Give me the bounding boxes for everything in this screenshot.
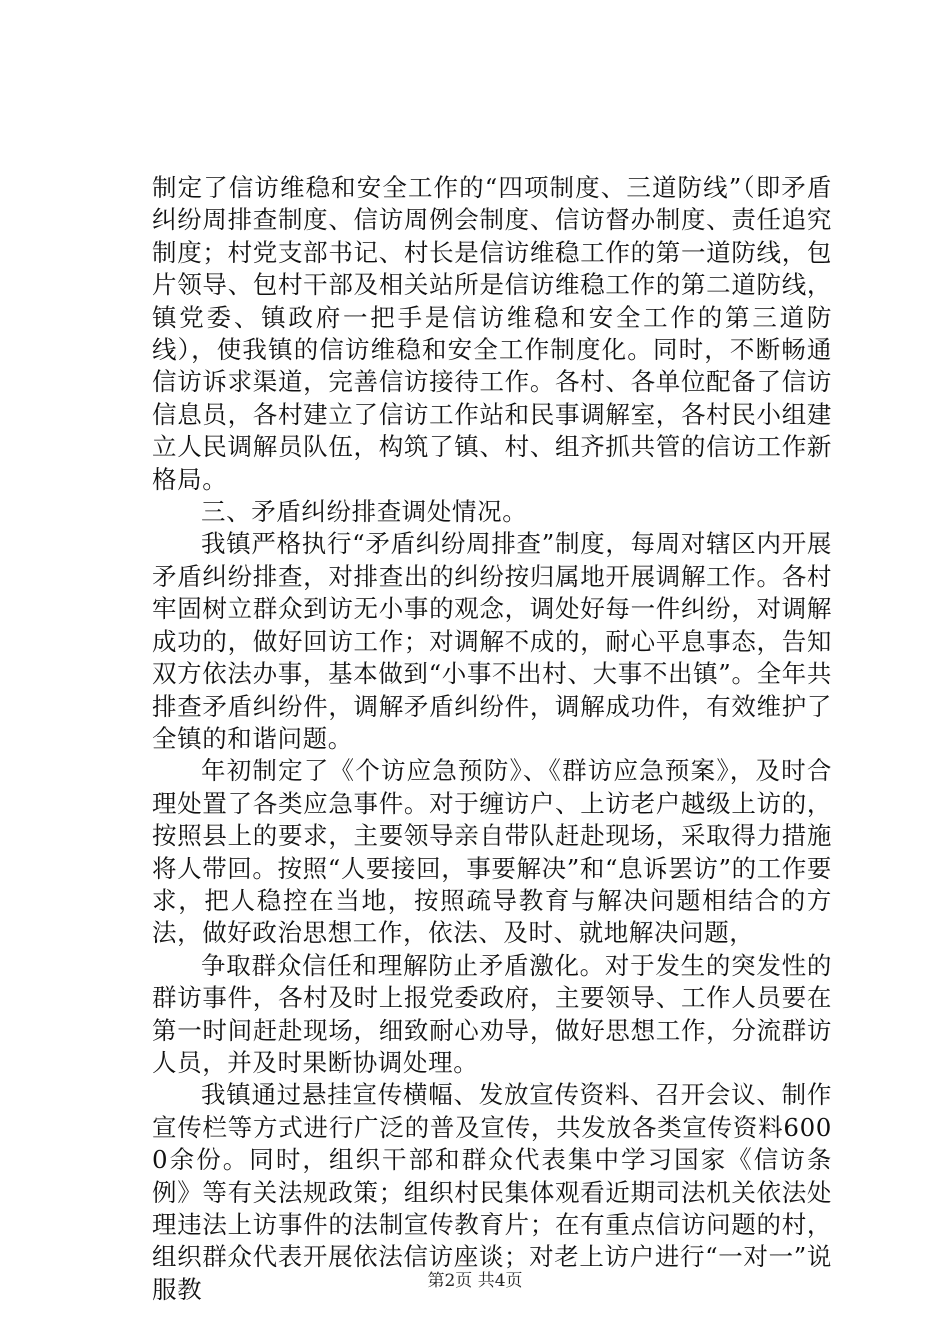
paragraph-5: 争取群众信任和理解防止矛盾激化。对于发生的突发性的群访事件，各村及时上报党委政府，主要领导、工作人员要在第一时间赶赴现场，细致耐心劝导，做好思想工作，分流群访人员，并及时果断协调处理。 [152,950,832,1077]
page-footer: 第2页 共4页 [427,1271,523,1291]
paragraph-6: 我镇通过悬挂宣传横幅、发放宣传资料、召开会议、制作宣传栏等方式进行广泛的普及宣传，共发放各类宣传资料6000余份。同时，组织干部和群众代表集中学习国家《信访条例》等有关法规政策；组织村民集体观看近期司法机关依法处理违法上访事件的法制宣传教育片；在有重点信访问题的村，组织群众代表开展依法信访座谈；对老上访户进行“一对一”说服教 [152,1080,832,1304]
section-heading: 三、矛盾纠纷排查调处情况。 [201,497,528,527]
paragraph-3: 我镇严格执行“矛盾纠纷周排查”制度，每周对辖区内开展矛盾纠纷排查，对排查出的纠纷按归属地开展调解工作。各村牢固树立群众到访无小事的观念，调处好每一件纠纷，对调解成功的，做好回访工作；对调解不成的，耐心平息事态，告知双方依法办事，基本做到“小事不出村、大事不出镇”。全年共排查矛盾纠纷件，调解矛盾纠纷件，调解成功件，有效维护了全镇的和谐问题。 [152,529,832,753]
document-body [152,172,832,1306]
paragraph-1: 制定了信访维稳和安全工作的“四项制度、三道防线”（即矛盾纠纷周排查制度、信访周例会制度、信访督办制度、责任追究制度；村党支部书记、村长是信访维稳工作的第一道防线，包片领导、包村干部及相关站所是信访维稳工作的第二道防线，镇党委、镇政府一把手是信访维稳和安全工作的第三道防线），使我镇的信访维稳和安全工作制度化。同时，不断畅通信访诉求渠道，完善信访接待工作。各村、各单位配备了信访信息员，各村建立了信访工作站和民事调解室，各村民小组建立人民调解员队伍，构筑了镇、村、组齐抓共管的信访工作新格局。 [152,173,832,494]
paragraph-4: 年初制定了《个访应急预防》、《群访应急预案》，及时合理处置了各类应急事件。对于缠访户、上访老户越级上访的，按照县上的要求，主要领导亲自带队赶赴现场，采取得力措施将人带回。按照“人要接回，事要解决”和“息诉罢访”的工作要求，把人稳控在当地，按照疏导教育与解决问题相结合的方法，做好政治思想工作，依法、及时、就地解决问题， [152,756,832,948]
